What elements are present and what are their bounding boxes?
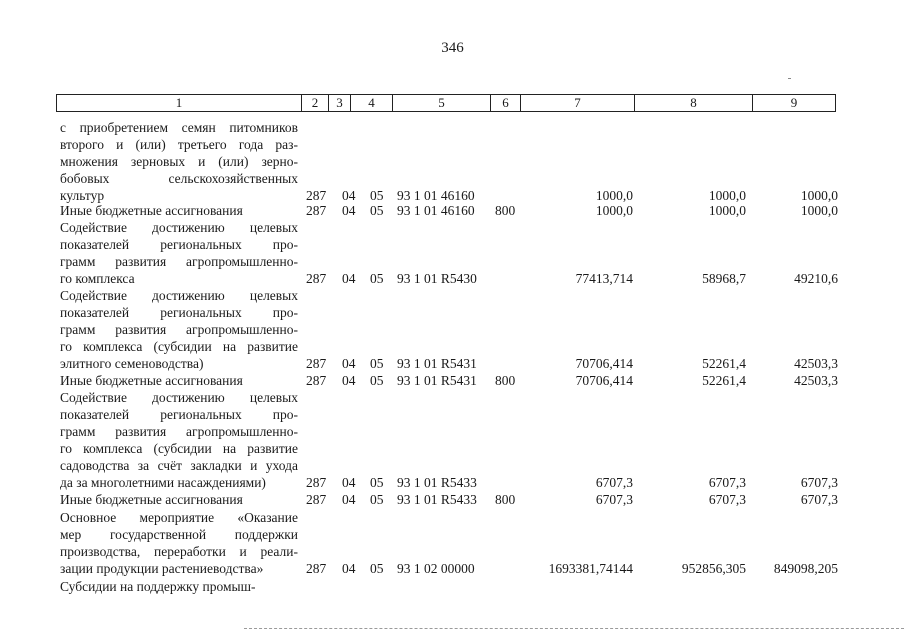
cell-c6: 800	[495, 373, 516, 388]
cell-c3: 04	[342, 271, 356, 286]
row-description	[60, 119, 298, 204]
cell-c3: 04	[342, 492, 356, 507]
cell-c5: 93 1 01 46160	[397, 203, 475, 218]
description-line: множения зерновых и (или) зерно-	[60, 154, 298, 169]
cell-c8: 52261,4	[702, 356, 746, 371]
description-line: бобовых сельскохозяйственных	[60, 171, 298, 186]
cell-c9: 6707,3	[800, 475, 838, 490]
header-col-6: 6	[490, 95, 520, 111]
cell-c5: 93 1 02 00000	[397, 561, 475, 576]
header-col-1: 1	[175, 95, 183, 110]
cell-c6: 800	[495, 492, 516, 507]
description-line: Субсидии на поддержку промыш-	[60, 579, 256, 594]
row-description	[60, 389, 298, 491]
table-row	[0, 287, 905, 372]
description-line: второго и (или) третьего года раз-	[60, 137, 298, 152]
table-row	[0, 119, 905, 204]
description-line: грамм развития агропромышленно-	[60, 254, 298, 269]
cell-c4: 05	[370, 188, 384, 203]
description-line: показателей региональных про-	[60, 237, 298, 252]
description-line: да за многолетними насаждениями)	[60, 475, 266, 490]
cell-c8: 1000,0	[708, 188, 746, 203]
cell-c4: 05	[370, 271, 384, 286]
cell-c9: 849098,205	[773, 561, 838, 576]
header-col-3: 3	[328, 95, 350, 111]
description-line: Иные бюджетные ассигнования	[60, 203, 243, 218]
description-line: Содействие достижению целевых	[60, 220, 298, 235]
description-line: грамм развития агропромышленно-	[60, 424, 298, 439]
cell-c5: 93 1 01 R5431	[397, 356, 477, 371]
cell-c4: 05	[370, 203, 384, 218]
cell-c5: 93 1 01 R5433	[397, 475, 477, 490]
description-line: зации продукции растениеводства»	[60, 561, 264, 576]
cell-c2: 287	[306, 356, 327, 371]
table-row	[0, 389, 905, 491]
cell-c3: 04	[342, 203, 356, 218]
description-line: Основное мероприятие «Оказание	[60, 510, 298, 525]
cell-c7: 1000,0	[595, 203, 633, 218]
cell-c7: 70706,414	[575, 356, 633, 371]
cell-c4: 05	[370, 492, 384, 507]
description-line: с приобретением семян питомников	[60, 120, 298, 135]
row-description	[60, 202, 298, 219]
cell-c7: 1000,0	[595, 188, 633, 203]
cell-c4: 05	[370, 373, 384, 388]
cell-c2: 287	[306, 561, 327, 576]
cell-c2: 287	[306, 188, 327, 203]
header-col-4: 4	[350, 95, 392, 111]
cell-c5: 93 1 01 R5430	[397, 271, 477, 286]
description-line: показателей региональных про-	[60, 407, 298, 422]
cell-c5: 93 1 01 R5433	[397, 492, 477, 507]
table-header	[56, 94, 836, 112]
description-line: мер государственной поддержки	[60, 527, 298, 542]
cell-c8: 952856,305	[681, 561, 746, 576]
row-description	[60, 219, 298, 287]
cell-c9: 49210,6	[794, 271, 838, 286]
description-line: производства, переработки и реали-	[60, 544, 298, 559]
description-line: го комплекса (субсидии на развитие	[60, 441, 298, 456]
cell-c4: 05	[370, 356, 384, 371]
cell-c8: 6707,3	[708, 492, 746, 507]
header-col-9: 9	[752, 95, 835, 111]
table-row	[0, 509, 905, 577]
cell-c6: 800	[495, 203, 516, 218]
cell-c2: 287	[306, 203, 327, 218]
table-row	[0, 202, 905, 219]
cell-c2: 287	[306, 271, 327, 286]
row-description	[60, 372, 298, 389]
cell-c2: 287	[306, 373, 327, 388]
cell-c7: 6707,3	[595, 492, 633, 507]
cell-c7: 70706,414	[575, 373, 633, 388]
cell-c3: 04	[342, 356, 356, 371]
description-line: Иные бюджетные ассигнования	[60, 492, 243, 507]
description-line: Содействие достижению целевых	[60, 288, 298, 303]
page-number: 346	[441, 40, 464, 56]
description-line: Содействие достижению целевых	[60, 390, 298, 405]
cell-c3: 04	[342, 561, 356, 576]
cell-c5: 93 1 01 46160	[397, 188, 475, 203]
row-description	[60, 287, 298, 372]
description-line: го комплекса	[60, 271, 135, 286]
description-line: го комплекса (субсидии на развитие	[60, 339, 298, 354]
description-line: Иные бюджетные ассигнования	[60, 373, 243, 388]
table-row	[0, 578, 905, 595]
scan-speck	[788, 78, 791, 79]
cell-c2: 287	[306, 475, 327, 490]
table-row	[0, 219, 905, 287]
description-line: элитного семеноводства)	[60, 356, 204, 371]
cell-c7: 6707,3	[595, 475, 633, 490]
cell-c7: 1693381,74144	[548, 561, 633, 576]
cell-c4: 05	[370, 475, 384, 490]
cell-c9: 1000,0	[800, 188, 838, 203]
cell-c9: 6707,3	[800, 492, 838, 507]
cell-c3: 04	[342, 475, 356, 490]
header-col-5: 5	[392, 95, 490, 111]
description-line: культур	[60, 188, 105, 203]
header-col-2: 2	[301, 95, 328, 111]
header-col-8: 8	[634, 95, 752, 111]
page-bottom-edge	[244, 628, 904, 629]
description-line: грамм развития агропромышленно-	[60, 322, 298, 337]
cell-c2: 287	[306, 492, 327, 507]
row-description	[60, 578, 298, 595]
cell-c4: 05	[370, 561, 384, 576]
cell-c5: 93 1 01 R5431	[397, 373, 477, 388]
cell-c8: 6707,3	[708, 475, 746, 490]
table-row	[0, 491, 905, 508]
table-row	[0, 372, 905, 389]
cell-c3: 04	[342, 373, 356, 388]
description-line: показателей региональных про-	[60, 305, 298, 320]
description-line: садоводства за счёт закладки и уходa	[60, 458, 298, 473]
header-col-7: 7	[520, 95, 634, 111]
cell-c9: 42503,3	[794, 373, 838, 388]
row-description	[60, 509, 298, 577]
cell-c8: 52261,4	[702, 373, 746, 388]
cell-c9: 42503,3	[794, 356, 838, 371]
cell-c7: 77413,714	[575, 271, 633, 286]
row-description	[60, 491, 298, 508]
cell-c8: 58968,7	[702, 271, 746, 286]
cell-c3: 04	[342, 188, 356, 203]
cell-c8: 1000,0	[708, 203, 746, 218]
cell-c9: 1000,0	[800, 203, 838, 218]
